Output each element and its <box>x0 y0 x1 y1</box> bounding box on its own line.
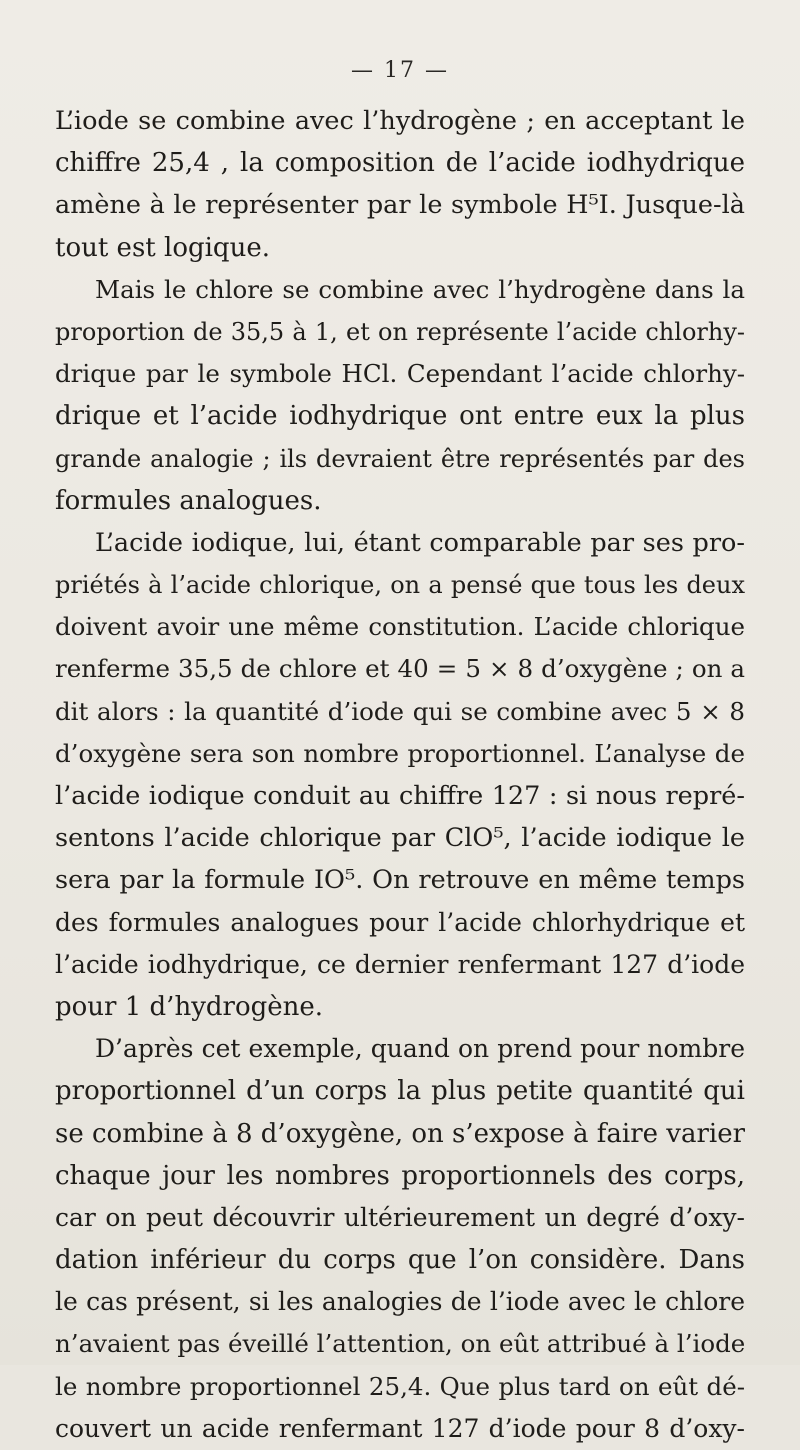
text-line: se combine à 8 d’oxygène, on s’expose à faire varier <box>55 1118 745 1149</box>
text-line: l’acide iodique conduit au chiffre 127 : si nous repré- <box>55 781 745 811</box>
text-line: pour 1 d’hydrogène. <box>55 991 324 1022</box>
text-line: tout est logique. <box>55 232 270 263</box>
text-line: drique et l’acide iodhydrique ont entre eux la plus <box>55 401 745 432</box>
text-line: proportionnel d’un corps la plus petite quantité qui <box>55 1076 745 1107</box>
text-line: dit alors : la quantité d’iode qui se combine avec 5 × 8 <box>55 696 745 726</box>
text-line: amène à le représenter par le symbole H⁵I. Jusque-là <box>55 190 745 221</box>
text-line: le nombre proportionnel 25,4. Que plus tard on eût dé- <box>55 1371 745 1401</box>
page-number: — 17 — <box>351 58 449 83</box>
text-line: doivent avoir une même constitution. L’acide chlorique <box>55 612 745 642</box>
text-line: car on peut découvrir ultérieurement un degré d’oxy- <box>55 1202 745 1232</box>
text-line: L’acide iodique, lui, étant comparable par ses pro- <box>95 527 745 558</box>
text-line: priétés à l’acide chlorique, on a pensé que tous les deux <box>55 571 745 600</box>
text-line: L’iode se combine avec l’hydrogène ; en acceptant le <box>55 106 745 136</box>
text-line: chaque jour les nombres proportionnels des corps, <box>55 1160 745 1191</box>
text-line: sentons l’acide chlorique par ClO⁵, l’acide iodique le <box>55 823 745 854</box>
text-line: D’après cet exemple, quand on prend pour nombre <box>95 1034 745 1064</box>
text-line: couvert un acide renfermant 127 d’iode pour 8 d’oxy- <box>55 1413 745 1443</box>
text-line: le cas présent, si les analogies de l’iode avec le chlore <box>55 1287 745 1317</box>
text-line: Mais le chlore se combine avec l’hydrogène dans la <box>95 274 745 304</box>
text-line: sera par la formule IO⁵. On retrouve en même temps <box>55 865 745 896</box>
text-line: d’oxygène sera son nombre proportionnel. L’analyse de <box>55 738 745 768</box>
text-line: des formules analogues pour l’acide chlorhydrique et <box>55 907 745 937</box>
text-line: l’acide iodhydrique, ce dernier renfermant 127 d’iode <box>55 949 745 979</box>
text-line: proportion de 35,5 à 1, et on représente l’acide chlorhy- <box>55 317 745 346</box>
text-line: grande analogie ; ils devraient être représentés par des <box>55 444 745 473</box>
text-line: drique par le symbole HCl. Cependant l’acide chlorhy- <box>55 359 745 389</box>
text-line: formules analogues. <box>55 485 322 516</box>
text-line: dation inférieur du corps que l’on considère. Dans <box>55 1245 745 1276</box>
text-line: chiffre 25,4 , la composition de l’acide iodhydrique <box>55 148 745 179</box>
text-line: n’avaient pas éveillé l’attention, on eût attribué à l’iode <box>55 1329 745 1359</box>
text-line: renferme 35,5 de chlore et 40 = 5 × 8 d’oxygène ; on a <box>55 654 745 684</box>
body-text <box>55 100 745 1450</box>
